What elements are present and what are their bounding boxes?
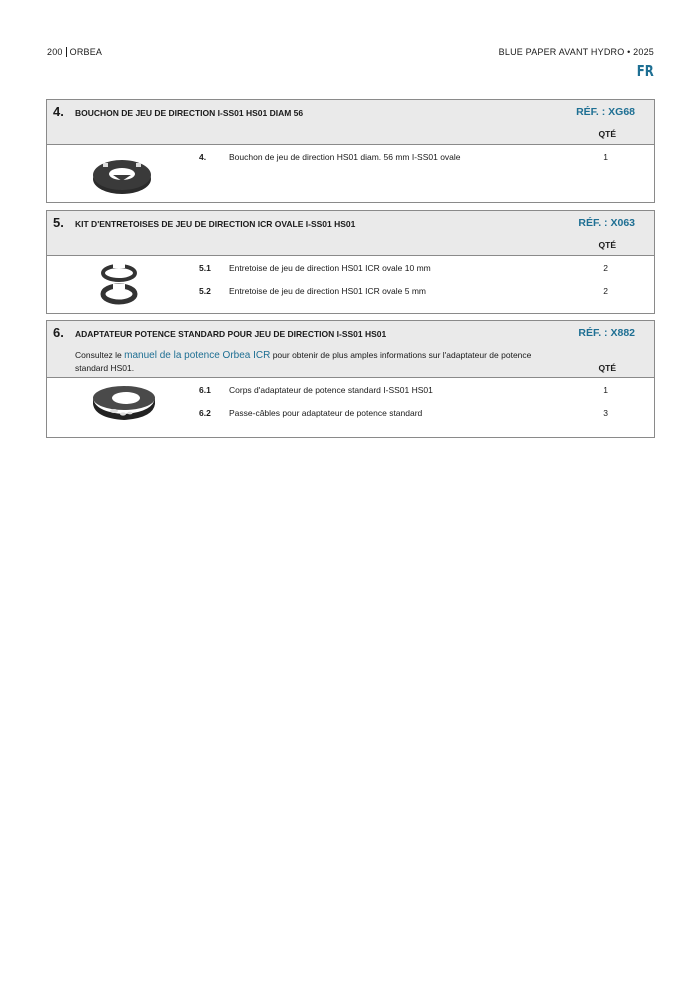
section-title: KIT D'ENTRETOISES DE JEU DE DIRECTION ICR OVALE I-SS01 HS01 [75, 219, 356, 229]
reference-code: RÉF. : XG68 [576, 106, 635, 118]
stem-adapter-image [89, 384, 159, 426]
item-number: 5.1 [199, 263, 211, 273]
qty-header: QTÉ [598, 363, 616, 373]
section-number: 4. [53, 104, 64, 119]
item-number: 4. [199, 152, 207, 162]
note-text: Consultez le [75, 350, 125, 360]
section-note [75, 349, 555, 375]
item-qty: 1 [603, 385, 608, 395]
spacer-kit-image [99, 261, 139, 307]
section-4 [46, 99, 655, 203]
document-title: BLUE PAPER AVANT HYDRO • 2025 [498, 47, 654, 57]
item-description: Passe-câbles pour adaptateur de potence standard [229, 408, 423, 418]
section-6 [46, 320, 655, 438]
item-qty: 2 [603, 286, 608, 296]
page-header-left [47, 47, 102, 57]
item-number: 5.2 [199, 286, 211, 296]
section-body [47, 378, 654, 437]
section-5 [46, 210, 655, 314]
item-description: Corps d'adaptateur de potence standard I-SS01 HS01 [229, 385, 433, 395]
item-qty: 3 [603, 408, 608, 418]
section-number: 5. [53, 215, 64, 230]
reference-code: RÉF. : X882 [578, 327, 635, 339]
item-description: Entretoise de jeu de direction HS01 ICR ovale 10 mm [229, 263, 431, 273]
item-qty: 2 [603, 263, 608, 273]
item-number: 6.1 [199, 385, 211, 395]
stem-manual-link[interactable]: manuel de la potence Orbea ICR [124, 350, 271, 361]
item-qty: 1 [603, 152, 608, 162]
qty-header: QTÉ [598, 240, 616, 250]
language-badge: FR [636, 62, 654, 80]
page-number: 200 [47, 47, 67, 57]
item-description: Entretoise de jeu de direction HS01 ICR ovale 5 mm [229, 286, 427, 296]
reference-code: RÉF. : X063 [578, 217, 635, 229]
qty-header: QTÉ [598, 129, 616, 139]
section-body [47, 256, 654, 313]
item-number: 6.2 [199, 408, 211, 418]
section-number: 6. [53, 325, 64, 340]
section-title: BOUCHON DE JEU DE DIRECTION I-SS01 HS01 DIAM 56 [75, 108, 304, 118]
section-header [47, 211, 654, 256]
section-body [47, 145, 654, 202]
item-description: Bouchon de jeu de direction HS01 diam. 56 mm I-SS01 ovale [229, 152, 461, 162]
headset-cap-image [91, 153, 153, 197]
section-title: ADAPTATEUR POTENCE STANDARD POUR JEU DE DIRECTION I-SS01 HS01 [75, 329, 387, 339]
section-header [47, 100, 654, 145]
note-text: pour obtenir de plus amples informations sur l'adaptateur de potence standard HS01. [75, 350, 532, 373]
section-header [47, 321, 654, 378]
brand-name: ORBEA [69, 47, 103, 57]
